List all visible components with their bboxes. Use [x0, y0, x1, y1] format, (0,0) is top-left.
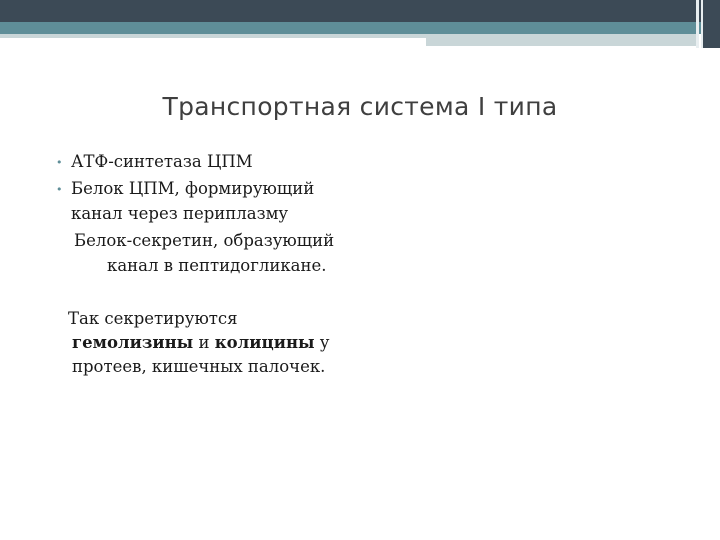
note-line-2	[72, 333, 330, 353]
bullet-2-line-1: Белок ЦПМ, формирующий	[71, 179, 315, 198]
note-bold-hemolysins: гемолизины	[72, 333, 194, 352]
header-band-teal	[0, 22, 720, 34]
bullet-icon: •	[56, 156, 63, 169]
note-connector: и	[193, 333, 215, 352]
header-band-light-right	[426, 34, 696, 46]
slide-title: Транспортная система I типа	[162, 92, 558, 121]
note-line-1: Так секретируются	[68, 309, 238, 328]
note-line-3: протеев, кишечных палочек.	[72, 357, 326, 376]
note-tail: у	[314, 333, 330, 352]
header-band-light	[0, 34, 426, 38]
note-bold-colicins: колицины	[214, 333, 315, 352]
header-band-dark	[0, 0, 720, 22]
header-corner-block	[703, 0, 720, 48]
sub-paragraph-line-1: Белок-секретин, образующий	[74, 231, 335, 250]
bullet-2-line-2: канал через периплазму	[71, 204, 289, 223]
bullet-icon: •	[56, 183, 63, 196]
header-divider-line	[696, 0, 699, 48]
bullet-1-line-1: АТФ-синтетаза ЦПМ	[71, 152, 253, 171]
sub-paragraph-line-2: канал в пептидогликане.	[107, 256, 327, 275]
